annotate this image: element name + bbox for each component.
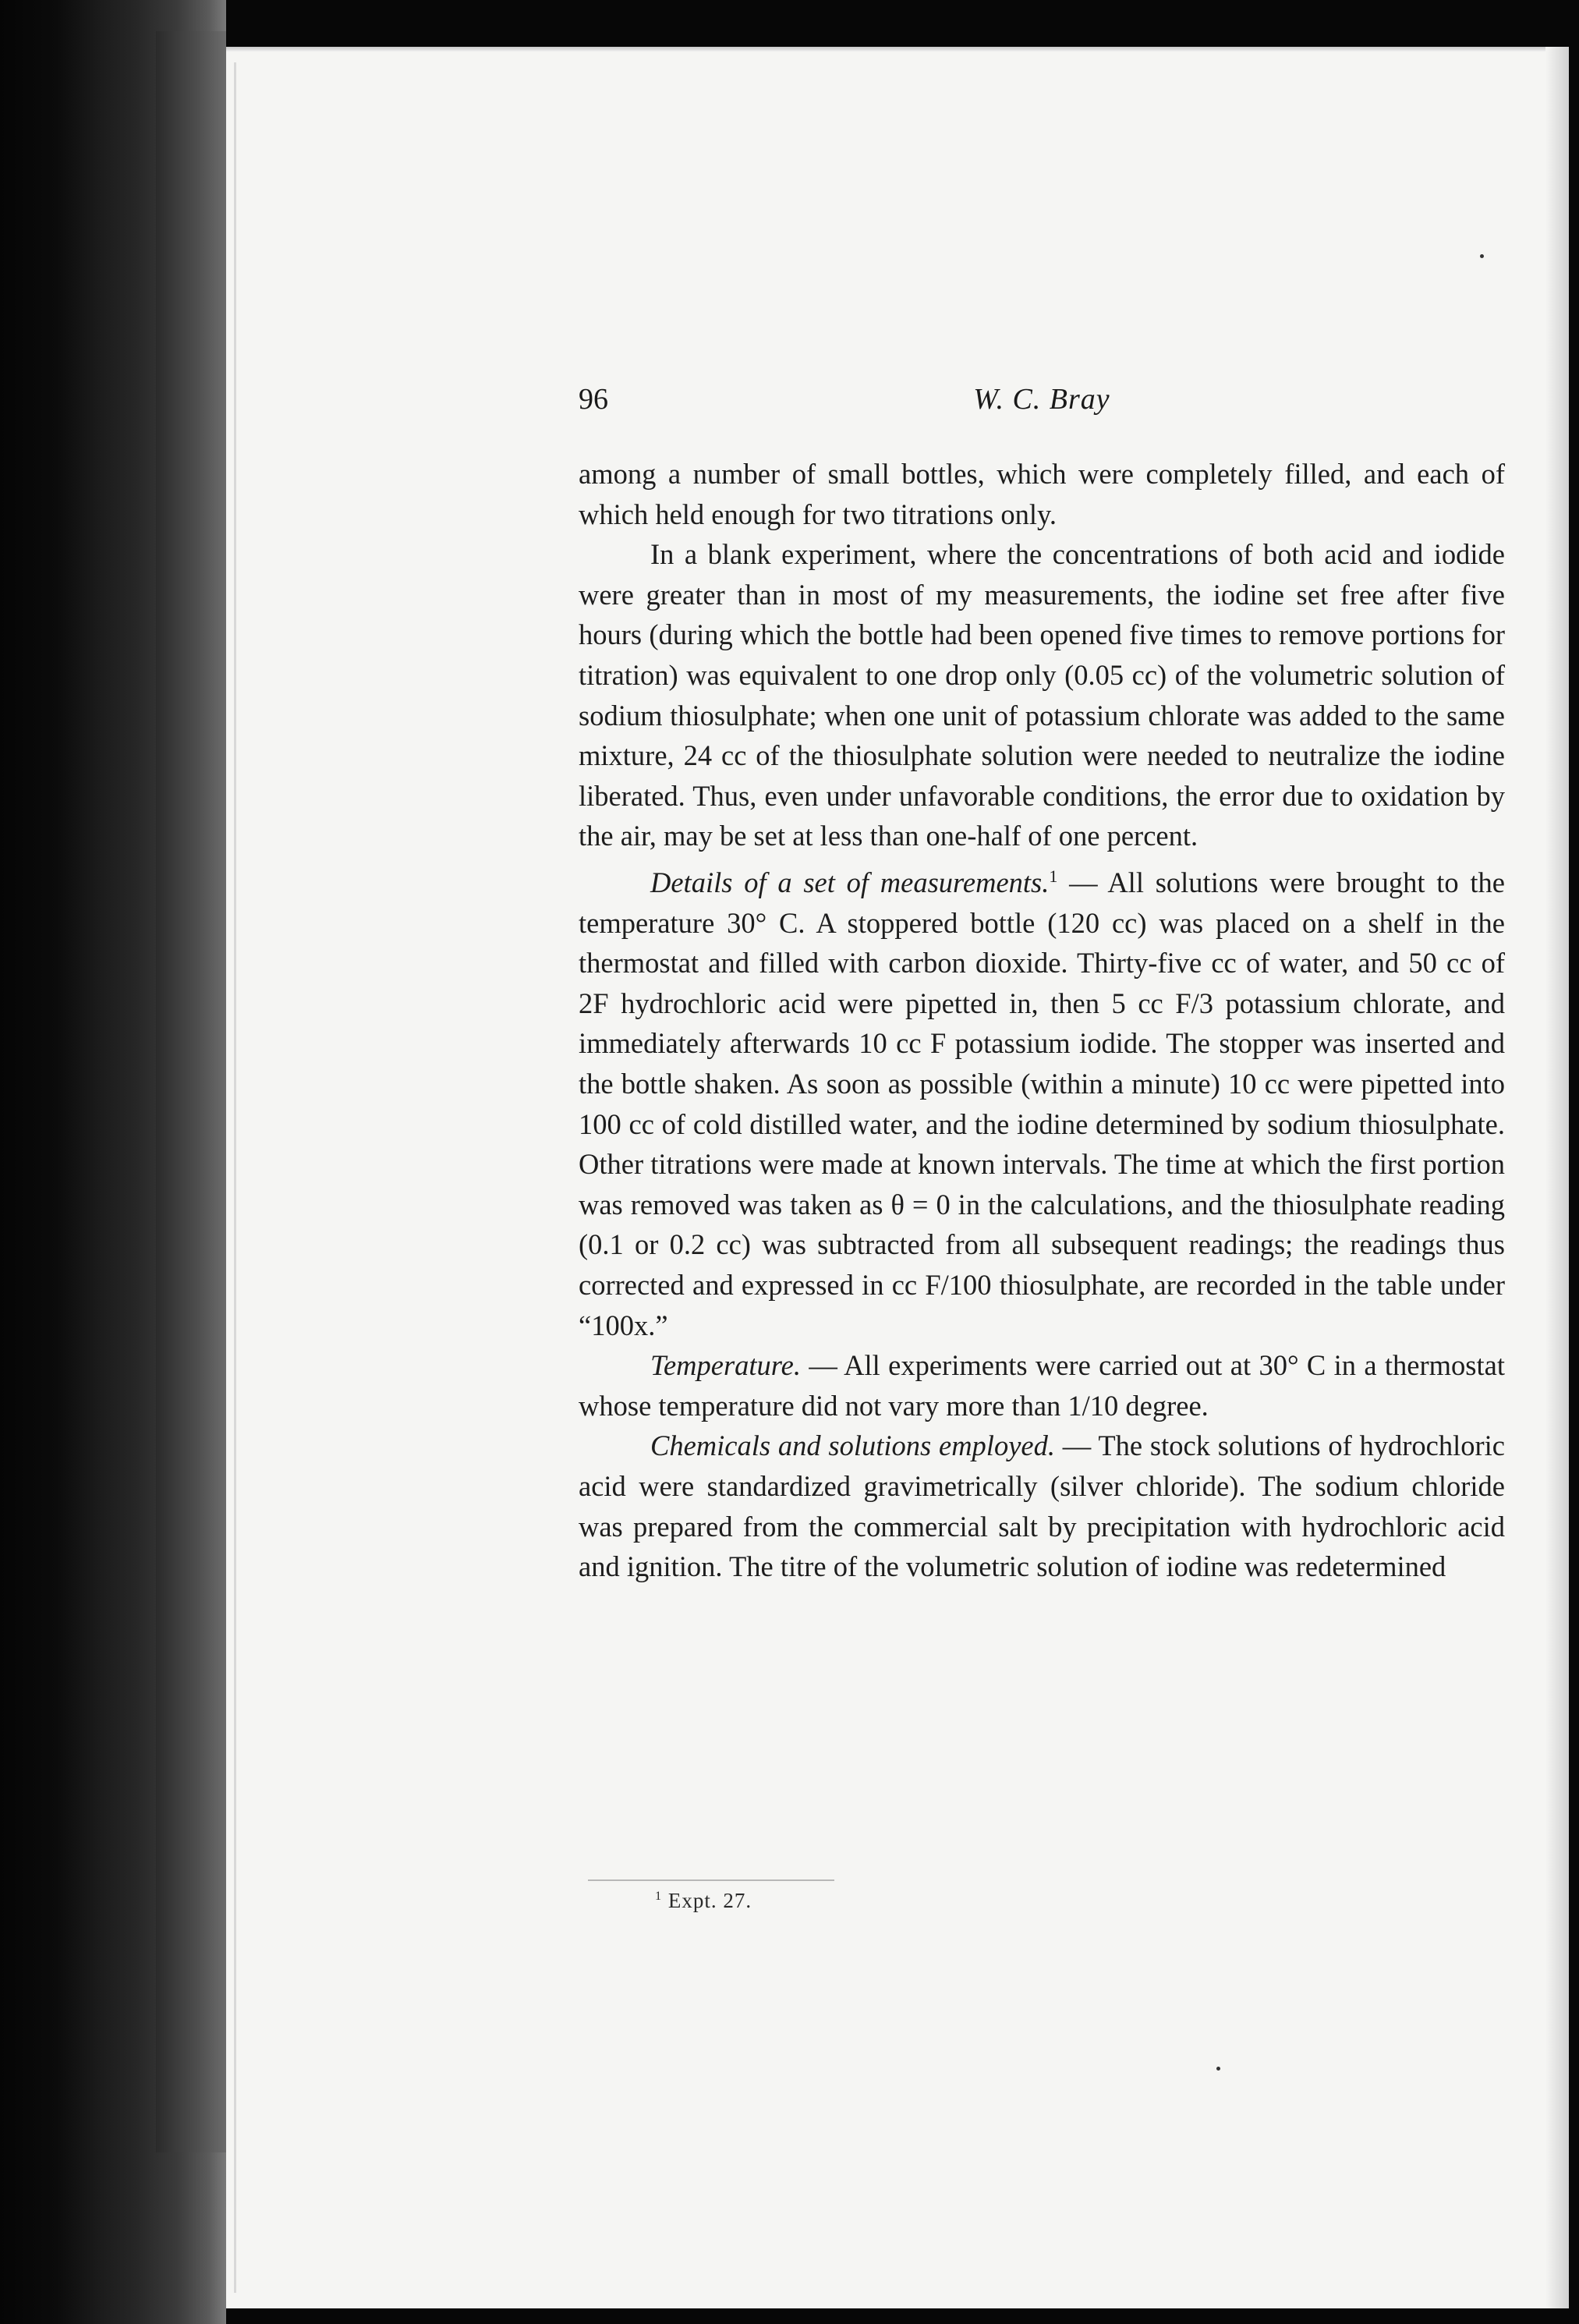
page-top-edge (226, 47, 1569, 51)
footnote-reference: 1 (1049, 866, 1058, 886)
scan-speck (1480, 254, 1484, 258)
paragraph (579, 856, 1505, 1345)
footnote (655, 1889, 752, 1913)
paragraph-text: In a blank experiment, where the concentrations of both acid and iodide were greater than in most of my measurements, the iodine set free after five hours (during which the bottle had been opened five times to remove portions for titration) was equivalent to one drop only (0.05 cc) of the volumetric solution of sodium thiosulphate; when one unit of potassium chlorate was added to the same mixture, 24 cc of the thiosulphate solution were needed to neutralize the iodine liberated. Thus, even under unfavorable conditions, the error due to oxidation by the air, may be set at less than one-half of one percent. (579, 538, 1505, 852)
paragraph (579, 1345, 1505, 1426)
paragraph (579, 454, 1505, 534)
paragraph-text: among a number of small bottles, which were completely filled, and each of which held enough for two titrations only. (579, 458, 1505, 530)
footnote-marker: 1 (655, 1889, 663, 1903)
footnote-text: Expt. 27. (667, 1889, 752, 1912)
section-heading: Temperature. (650, 1349, 801, 1382)
paragraph-text: — All solutions were brought to the temperature 30° C. A stoppered bottle (120 cc) was placed on a shelf in the thermostat and filled with carbon dioxide. Thirty-five cc of water, and 50 cc of 2F hydrochloric acid were pipetted in, then 5 cc F/3 potassium chlorate, and immediately afterwards 10 cc F potassium iodide. The stopper was inserted and the bottle shaken. As soon as possible (within a minute) 10 cc were pipetted into 100 cc of cold distilled water, and the iodine determined by sodium thiosulphate. Other titrations were made at known intervals. The time at which the first portion was removed was taken as θ = 0 in the calculations, and the thiosulphate reading (0.1 or 0.2 cc) was subtracted from all subsequent readings; the readings thus corrected and expressed in cc F/100 thiosulphate, are recorded in the table under “100x.” (579, 866, 1505, 1341)
footnote-rule (588, 1879, 834, 1881)
section-heading: Details of a set of measurements. (650, 866, 1050, 899)
scan-dark-margin (0, 0, 226, 2324)
page-left-edge (234, 62, 236, 2293)
paragraph-text: — The stock solutions of hydrochloric acid were standardized gravimetrically (silver chloride). The sodium chloride was prepared from the commercial salt by precipitation with hydrochloric acid and ignition. The titre of the volumetric solution of iodine was redetermined (579, 1429, 1505, 1583)
page-right-shadow (1545, 47, 1569, 2308)
scan-speck (1216, 2067, 1220, 2071)
section-heading: Chemicals and solutions employed. (650, 1429, 1055, 1462)
body-text (579, 454, 1505, 1587)
book-spine-edge (156, 31, 226, 2152)
page-number: 96 (579, 383, 608, 416)
paragraph (579, 1426, 1505, 1586)
running-head: W. C. Bray (973, 383, 1110, 416)
paragraph (579, 534, 1505, 856)
paragraph-text: — All experiments were carried out at 30° C in a thermostat whose temperature did not vary more than 1/10 degree. (579, 1349, 1505, 1422)
page-header (579, 382, 1505, 429)
